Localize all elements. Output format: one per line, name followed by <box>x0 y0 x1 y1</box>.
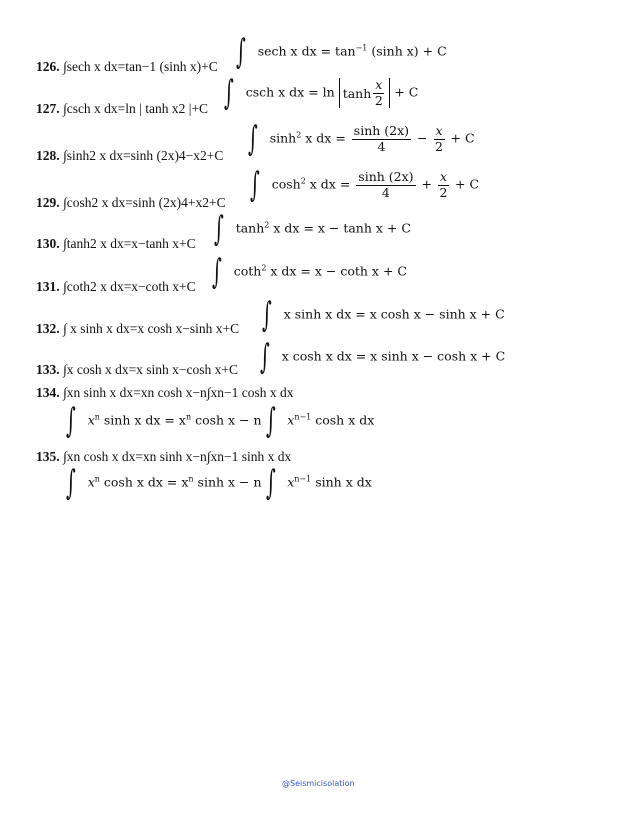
entry-number: 133. <box>36 362 60 377</box>
integral-sign: ∫ <box>248 119 258 159</box>
entry-number: 129. <box>36 195 60 210</box>
formula-e: cosh x dx <box>311 412 375 428</box>
fraction-den: 2 <box>374 92 383 108</box>
formula-c: sinh x − n <box>193 474 262 490</box>
formula-134 <box>66 401 375 441</box>
entry-number: 134. <box>36 385 60 400</box>
entry-131 <box>36 279 196 295</box>
formula-126 <box>236 32 447 72</box>
formula-135 <box>66 463 372 503</box>
entry-130 <box>36 236 196 252</box>
entry-text: ∫csch x dx=ln | tanh x2 |+C <box>63 101 209 116</box>
formula-a: x <box>87 412 95 428</box>
formula-b: sinh x dx = x <box>99 412 186 428</box>
formula-129 <box>250 165 480 205</box>
integral-sign: ∫ <box>66 463 76 503</box>
fraction-1 <box>352 124 411 154</box>
formula-e: sinh x dx <box>311 474 372 490</box>
entry-number: 130. <box>36 236 60 251</box>
entry-text: ∫xn sinh x dx=xn cosh x−n∫xn−1 cosh x dx <box>63 385 294 400</box>
entry-text: ∫sech x dx=tan−1 (sinh x)+C <box>63 59 218 74</box>
formula-tail: + C <box>394 84 419 100</box>
formula-tail: + C <box>455 176 480 192</box>
fraction <box>373 78 384 108</box>
formula-rhs-sup: −1 <box>355 43 368 53</box>
formula-131 <box>212 252 407 292</box>
entry-text: ∫tanh2 x dx=x−tanh x+C <box>63 236 196 251</box>
integral-sign: ∫ <box>262 295 272 335</box>
entry-number: 126. <box>36 59 60 74</box>
formula-body: x sinh x dx = x cosh x − sinh x + C <box>283 306 505 322</box>
fraction-num: x <box>375 77 383 93</box>
fraction-den: 2 <box>439 184 448 200</box>
integral-sign: ∫ <box>250 165 260 205</box>
entry-number: 127. <box>36 101 60 116</box>
formula-op: − <box>417 130 428 146</box>
integral-sign: ∫ <box>212 252 222 292</box>
formula-lhs: tanh <box>235 220 265 236</box>
absolute-value <box>339 78 391 108</box>
formula-rhs: = ln <box>308 84 335 100</box>
formula-d-sup: n−1 <box>294 474 312 484</box>
formula-lhs-sup: 2 <box>296 130 302 140</box>
integral-sign: ∫ <box>236 32 246 72</box>
entry-number: 132. <box>36 321 60 336</box>
fraction-num: sinh (2x) <box>353 123 410 139</box>
formula-rhs: = tan <box>320 43 356 59</box>
formula-lhs: csch x dx <box>245 84 305 100</box>
entry-number: 135. <box>36 449 60 464</box>
formula-d: x <box>287 412 295 428</box>
entry-133 <box>36 362 238 378</box>
formula-lhs-sup: 2 <box>261 263 267 273</box>
fraction-num: sinh (2x) <box>358 169 414 185</box>
fraction-num: x <box>435 123 443 139</box>
fraction-den: 4 <box>381 184 390 200</box>
integral-sign: ∫ <box>224 73 234 113</box>
formula-lhs-tail: x dx = <box>301 130 346 146</box>
integral-sign-2: ∫ <box>265 401 276 441</box>
entry-text: ∫ x sinh x dx=x cosh x−sinh x+C <box>63 321 240 336</box>
entry-134 <box>36 385 293 401</box>
integral-sign-2: ∫ <box>265 463 276 503</box>
integral-sign: ∫ <box>66 401 76 441</box>
formula-d: x <box>287 474 295 490</box>
fraction-2 <box>438 170 449 200</box>
formula-op: + <box>421 176 432 192</box>
formula-lhs: sech x dx <box>257 43 317 59</box>
formula-rest: x dx = x − coth x + C <box>266 263 407 279</box>
entry-128 <box>36 148 223 164</box>
formula-a: x <box>87 474 95 490</box>
fraction-2 <box>434 124 445 154</box>
abs-func: tanh <box>342 85 372 101</box>
formula-133 <box>260 337 506 377</box>
entry-text: ∫xn cosh x dx=xn sinh x−n∫xn−1 sinh x dx <box>63 449 292 464</box>
formula-lhs: coth <box>233 263 262 279</box>
formula-lhs-sup: 2 <box>264 220 270 230</box>
entry-text: ∫x cosh x dx=x sinh x−cosh x+C <box>63 362 239 377</box>
entry-129 <box>36 195 226 211</box>
formula-128 <box>248 119 475 159</box>
formula-a-sup: n <box>94 412 100 422</box>
formula-body: x cosh x dx = x sinh x − cosh x + C <box>281 348 506 364</box>
formula-b: cosh x dx = x <box>99 474 189 490</box>
formula-127 <box>224 73 419 113</box>
formula-rhs-tail: (sinh x) + C <box>367 43 447 59</box>
entry-number: 131. <box>36 279 60 294</box>
formula-a-sup: n <box>94 474 100 484</box>
entry-text: ∫sinh2 x dx=sinh (2x)4−x2+C <box>63 148 224 163</box>
formula-rest: x dx = x − tanh x + C <box>269 220 411 236</box>
formula-lhs: cosh <box>271 176 301 192</box>
entry-text: ∫cosh2 x dx=sinh (2x)4+x2+C <box>63 195 226 210</box>
formula-d-sup: n−1 <box>294 412 312 422</box>
formula-lhs: sinh <box>269 130 297 146</box>
entry-text: ∫coth2 x dx=x−coth x+C <box>63 279 196 294</box>
formula-130 <box>214 209 411 249</box>
fraction-1 <box>356 170 415 200</box>
entry-127 <box>36 101 208 117</box>
integral-sign: ∫ <box>214 209 224 249</box>
formula-b-sup: n <box>188 474 194 484</box>
formula-b-sup: n <box>185 412 192 422</box>
formula-tail: + C <box>450 130 475 146</box>
entry-126 <box>36 59 218 75</box>
entry-132 <box>36 321 239 337</box>
footer-watermark[interactable]: @Seismicisolation <box>282 779 355 788</box>
entry-number: 128. <box>36 148 60 163</box>
formula-lhs-sup: 2 <box>300 176 306 186</box>
fraction-den: 4 <box>377 138 386 154</box>
integral-sign: ∫ <box>260 337 270 377</box>
formula-lhs-tail: x dx = <box>305 176 351 192</box>
fraction-num: x <box>439 169 448 185</box>
formula-c: cosh x − n <box>191 412 262 428</box>
fraction-den: 2 <box>435 138 443 154</box>
formula-132 <box>262 295 505 335</box>
